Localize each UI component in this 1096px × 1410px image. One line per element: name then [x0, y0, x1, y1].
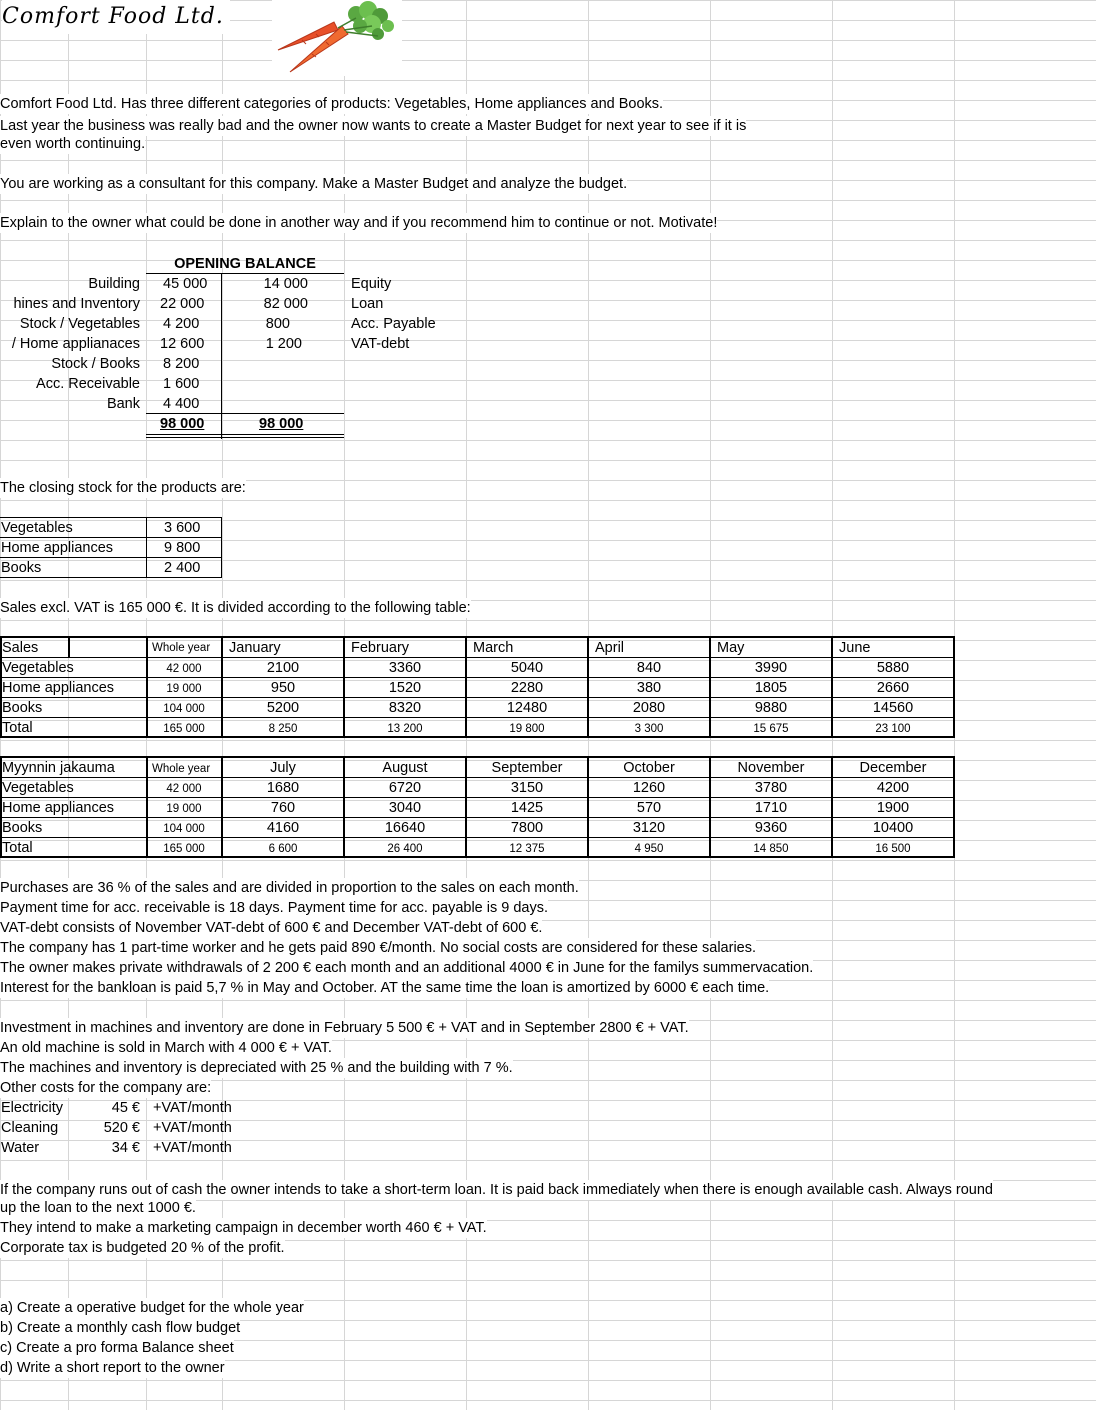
table-cell: 3780: [754, 780, 788, 796]
cost-label: Electricity: [1, 1100, 64, 1116]
closing-stock-label: Home appliances: [1, 540, 114, 556]
table-cell: 1425: [510, 800, 544, 816]
note-line: An old machine is sold in March with 4 000 € + VAT.: [0, 1040, 332, 1056]
table-cell: 760: [270, 800, 296, 816]
table-cell: 4 950: [634, 843, 664, 855]
table-cell: 3360: [388, 660, 422, 676]
table-cell: 1710: [754, 800, 788, 816]
cost-label: Water: [1, 1140, 40, 1156]
divider: [146, 437, 344, 438]
note-line: Other costs for the company are:: [0, 1080, 212, 1096]
table-cell: 104 000: [163, 823, 205, 835]
note-line: Interest for the bankloan is paid 5,7 % in May and October. AT the same time the loan is amortized by 6000 € each time.: [0, 980, 770, 996]
table-cell: 2280: [510, 680, 544, 696]
table-cell: 1805: [754, 680, 788, 696]
table-cell: 6 600: [268, 843, 298, 855]
table-cell: 8 250: [268, 723, 298, 735]
table-header-cell: December: [859, 760, 927, 776]
table-header-cell: Whole year: [152, 763, 211, 775]
table-cell: Books: [2, 700, 43, 716]
table-cell: 9360: [754, 820, 788, 836]
cost-value: 45 €: [111, 1100, 140, 1116]
table-cell: 5040: [510, 660, 544, 676]
table-cell: 16 500: [875, 843, 911, 855]
table-header-cell: October: [623, 760, 675, 776]
divider: [221, 517, 222, 577]
table-cell: 3040: [388, 800, 422, 816]
table-header-cell: September: [491, 760, 563, 776]
intro-line: even worth continuing.: [0, 136, 146, 152]
cost-value: 34 €: [111, 1140, 140, 1156]
table-cell: 42 000: [166, 783, 202, 795]
task-item: a) Create a operative budget for the whole year: [0, 1300, 304, 1316]
asset-label: Bank: [106, 396, 140, 412]
table-cell: 14560: [872, 700, 914, 716]
table-cell: 19 000: [166, 683, 202, 695]
table-cell: 42 000: [166, 663, 202, 675]
asset-value: 12 600: [160, 336, 205, 352]
table-cell: 6720: [388, 780, 422, 796]
closing-stock-label: Books: [1, 560, 42, 576]
note-line: up the loan to the next 1000 €.: [0, 1200, 196, 1216]
asset-label: hines and Inventory: [13, 296, 140, 312]
table-cell: 12 375: [509, 843, 545, 855]
table-cell: 4200: [876, 780, 910, 796]
note-line: If the company runs out of cash the owner intends to take a short-term loan. It is paid back immediately when there is enough available cash. Always round: [0, 1182, 993, 1198]
asset-value: 8 200: [163, 356, 200, 372]
total-liabilities: 98 000: [259, 416, 304, 432]
table-header-cell: May: [717, 640, 745, 656]
intro-line: You are working as a consultant for this company. Make a Master Budget and analyze the budget.: [0, 176, 628, 192]
table-header-cell: April: [595, 640, 625, 656]
table-cell: 7800: [510, 820, 544, 836]
table-cell: 26 400: [387, 843, 423, 855]
table-cell: 10400: [872, 820, 914, 836]
table-header-cell: August: [382, 760, 428, 776]
table-cell: 23 100: [875, 723, 911, 735]
note-line: The owner makes private withdrawals of 2 200 € each month and an additional 4000 € in June for the familys summervacation.: [0, 960, 814, 976]
table-cell: 19 800: [509, 723, 545, 735]
table-cell: 15 675: [753, 723, 789, 735]
table-header-cell: Myynnin jakauma: [2, 760, 115, 776]
asset-value: 22 000: [160, 296, 205, 312]
table-header-cell: July: [270, 760, 296, 776]
note-line: Investment in machines and inventory are done in February 5 500 € + VAT and in September 2800 € + VAT.: [0, 1020, 689, 1036]
table-cell: 8320: [388, 700, 422, 716]
liability-value: 1 200: [265, 336, 302, 352]
intro-line: Last year the business was really bad and the owner now wants to create a Master Budget for next year to see if it is: [0, 118, 747, 134]
page-title: Comfort Food Ltd.: [2, 0, 230, 34]
table-cell: 3150: [510, 780, 544, 796]
liability-label: Loan: [351, 296, 384, 312]
liability-value: 82 000: [263, 296, 308, 312]
table-cell: 380: [636, 680, 662, 696]
table-cell: 3 300: [634, 723, 664, 735]
table-cell: 12480: [506, 700, 548, 716]
asset-label: Stock / Books: [51, 356, 140, 372]
note-line: They intend to make a marketing campaign in december worth 460 € + VAT.: [0, 1220, 487, 1236]
note-line: Corporate tax is budgeted 20 % of the profit.: [0, 1240, 285, 1256]
divider: [146, 517, 147, 577]
table-cell: Total: [2, 840, 33, 856]
divider: [146, 434, 344, 435]
table-cell: 2660: [876, 680, 910, 696]
asset-value: 4 200: [163, 316, 200, 332]
table-cell: 3990: [754, 660, 788, 676]
table-cell: 1900: [876, 800, 910, 816]
cost-note: +VAT/month: [153, 1140, 232, 1156]
divider: [68, 636, 70, 657]
table-cell: 19 000: [166, 803, 202, 815]
table-cell: 2100: [266, 660, 300, 676]
table-cell: 5880: [876, 660, 910, 676]
cost-note: +VAT/month: [153, 1100, 232, 1116]
intro-line: Comfort Food Ltd. Has three different categories of products: Vegetables, Home appliances and Books.: [0, 96, 664, 112]
table-cell: 14 850: [753, 843, 789, 855]
table-cell: Books: [2, 820, 43, 836]
table-cell: 1680: [266, 780, 300, 796]
asset-value: 1 600: [163, 376, 200, 392]
table-cell: 3120: [632, 820, 666, 836]
carrot-icon: [272, 0, 402, 76]
liability-label: Equity: [351, 276, 392, 292]
sales-intro: Sales excl. VAT is 165 000 €. It is divided according to the following table:: [0, 600, 471, 616]
note-line: Payment time for acc. receivable is 18 days. Payment time for acc. payable is 9 days.: [0, 900, 549, 916]
table-cell: Home appliances: [2, 680, 115, 696]
task-item: d) Write a short report to the owner: [0, 1360, 225, 1376]
table-cell: 9880: [754, 700, 788, 716]
intro-line: Explain to the owner what could be done in another way and if you recommend him to continue or not. Motivate!: [0, 215, 718, 231]
table-cell: Home appliances: [2, 800, 115, 816]
note-line: The machines and inventory is depreciated with 25 % and the building with 7 %.: [0, 1060, 513, 1076]
asset-label: Acc. Receivable: [36, 376, 140, 392]
table-cell: 950: [270, 680, 296, 696]
table-header-cell: Whole year: [152, 642, 211, 654]
table-cell: 5200: [266, 700, 300, 716]
closing-stock-value: 3 600: [164, 520, 201, 536]
table-cell: 165 000: [163, 843, 205, 855]
asset-value: 45 000: [163, 276, 208, 292]
table-cell: 570: [636, 800, 662, 816]
total-assets: 98 000: [160, 416, 205, 432]
table-cell: 104 000: [163, 703, 205, 715]
note-line: VAT-debt consists of November VAT-debt of 600 € and December VAT-debt of 600 €.: [0, 920, 543, 936]
closing-stock-label: Vegetables: [1, 520, 73, 536]
table-header-cell: March: [473, 640, 514, 656]
liability-value: 14 000: [263, 276, 308, 292]
table-header-cell: Sales: [2, 640, 39, 656]
table-cell: 16640: [384, 820, 426, 836]
asset-label: / Home applianaces: [11, 336, 140, 352]
table-cell: 165 000: [163, 723, 205, 735]
asset-value: 4 400: [163, 396, 200, 412]
note-line: Purchases are 36 % of the sales and are divided in proportion to the sales on each month.: [0, 880, 579, 896]
table-header-cell: February: [351, 640, 410, 656]
task-item: c) Create a pro forma Balance sheet: [0, 1340, 234, 1356]
table-cell: 1520: [388, 680, 422, 696]
table-cell: 1260: [632, 780, 666, 796]
table-cell: 2080: [632, 700, 666, 716]
table-cell: Total: [2, 720, 33, 736]
table-cell: 840: [636, 660, 662, 676]
note-line: The company has 1 part-time worker and he gets paid 890 €/month. No social costs are considered for these salaries.: [0, 940, 757, 956]
table-cell: Vegetables: [2, 660, 74, 676]
cost-value: 520 €: [103, 1120, 140, 1136]
table-cell: 4160: [266, 820, 300, 836]
cost-label: Cleaning: [1, 1120, 59, 1136]
closing-stock-value: 2 400: [164, 560, 201, 576]
task-item: b) Create a monthly cash flow budget: [0, 1320, 241, 1336]
table-header-cell: January: [229, 640, 281, 656]
asset-label: Stock / Vegetables: [19, 316, 140, 332]
asset-label: Building: [88, 276, 140, 292]
liability-label: VAT-debt: [351, 336, 410, 352]
table-header-cell: June: [839, 640, 871, 656]
table-header-cell: November: [737, 760, 805, 776]
opening-balance-heading: OPENING BALANCE: [174, 256, 316, 272]
liability-value: 800: [265, 316, 290, 332]
liability-label: Acc. Payable: [351, 316, 436, 332]
table-cell: 13 200: [387, 723, 423, 735]
cost-note: +VAT/month: [153, 1120, 232, 1136]
closing-stock-heading: The closing stock for the products are:: [0, 480, 246, 496]
closing-stock-value: 9 800: [164, 540, 201, 556]
table-cell: Vegetables: [2, 780, 74, 796]
